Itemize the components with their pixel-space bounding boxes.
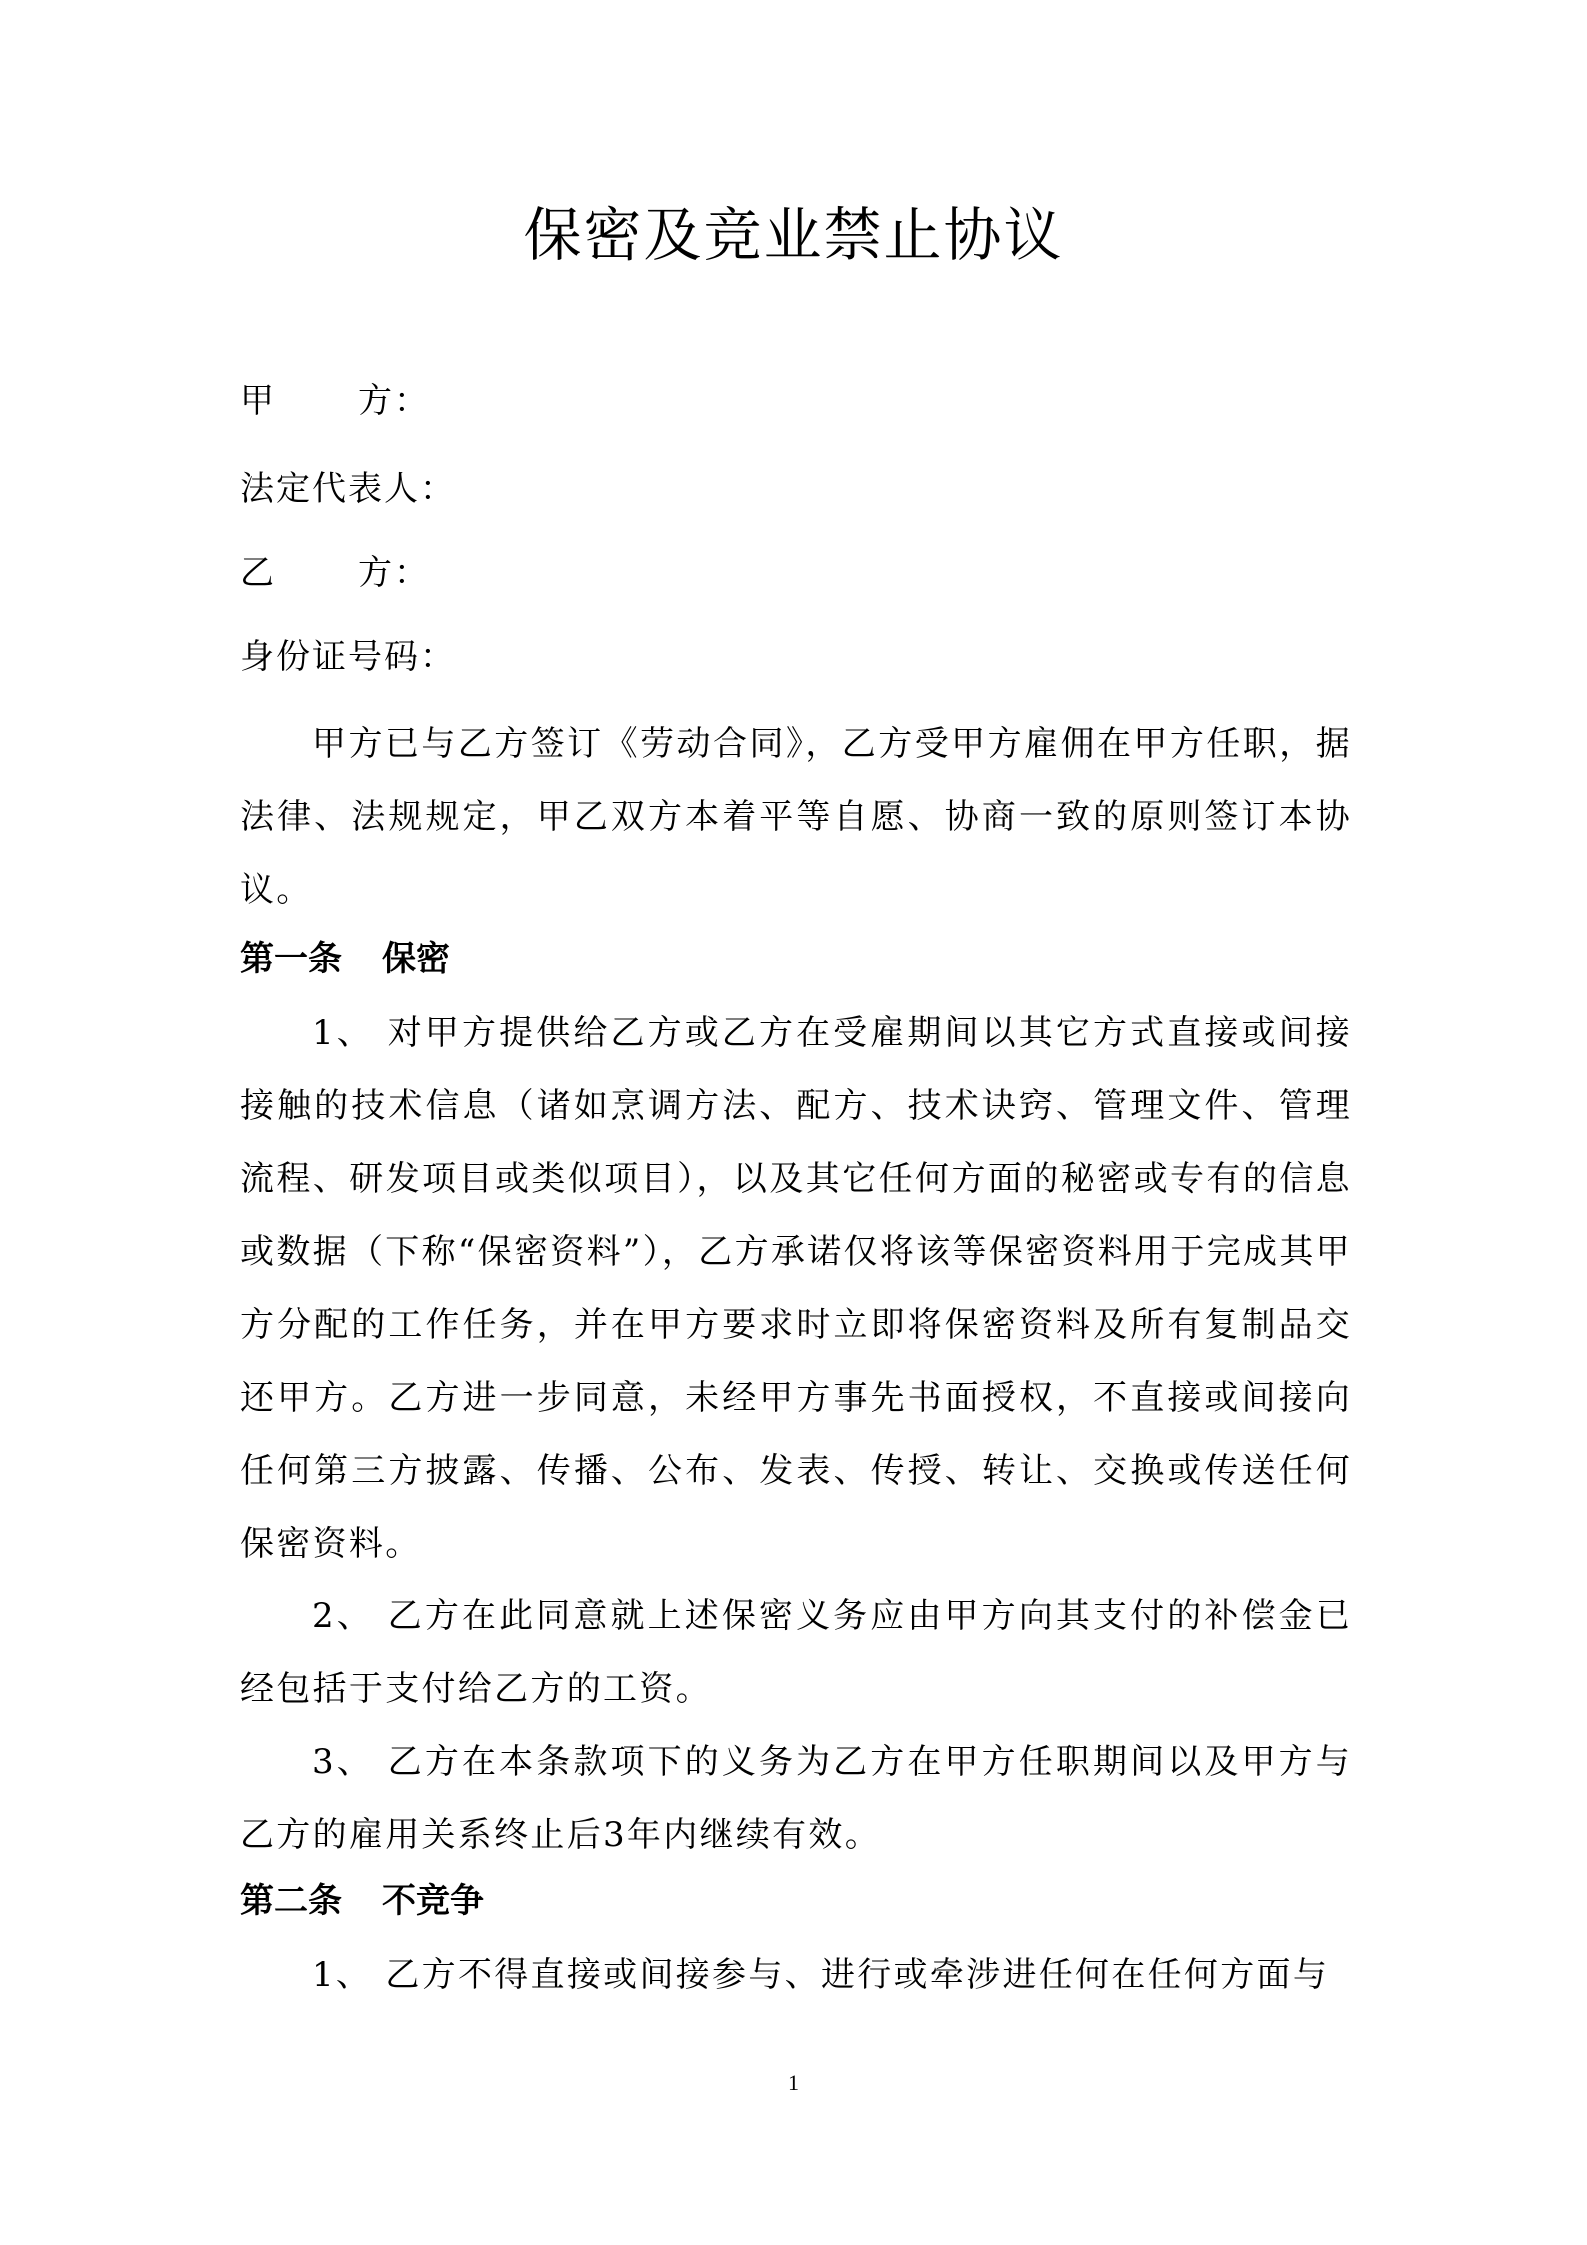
party-a-label: 甲 方：: [240, 381, 430, 421]
party-b-line: [240, 548, 430, 598]
article-1-number: 第一条: [240, 939, 342, 979]
legal-representative-line: [240, 464, 456, 514]
article-1-heading: [240, 934, 450, 984]
preamble-paragraph: 甲方已与乙方签订《劳动合同》，乙方受甲方雇佣在甲方任职，据法律、法规规定，甲乙双方本着平等自愿、协商一致的原则签订本协议。: [240, 724, 1352, 910]
article-2-name: 不竞争: [382, 1881, 484, 1921]
document-title: 保密及竞业禁止协议: [523, 201, 1064, 269]
article-1-name: 保密: [382, 939, 450, 979]
party-a-line: [240, 376, 430, 426]
article-2-number: 第二条: [240, 1881, 342, 1921]
id-number-line: [240, 632, 456, 682]
id-number-label: 身份证号码：: [240, 637, 456, 677]
article-1-clause-3: 3、 乙方在本条款项下的义务为乙方在甲方任职期间以及甲方与乙方的雇用关系终止后3年内继续有效。: [240, 1742, 1352, 1855]
party-b-label: 乙 方：: [240, 553, 430, 593]
article-2-heading: [240, 1876, 484, 1926]
page-number: 1: [788, 2070, 799, 2095]
legal-representative-label: 法定代表人：: [240, 469, 456, 509]
article-2-clause-1: 1、 乙方不得直接或间接参与、进行或牵涉进任何在任何方面与: [312, 1955, 1330, 1995]
article-1-clause-2: 2、 乙方在此同意就上述保密义务应由甲方向其支付的补偿金已经包括于支付给乙方的工资。: [240, 1596, 1352, 1709]
article-1-clause-1: 1、 对甲方提供给乙方或乙方在受雇期间以其它方式直接或间接接触的技术信息（诸如烹调方法、配方、技术诀窍、管理文件、管理流程、研发项目或类似项目），以及其它任何方面的秘密或专有的信息或数据（下称“保密资料”），乙方承诺仅将该等保密资料用于完成其甲方分配的工作任务，并在甲方要求时立即将保密资料及所有复制品交还甲方。乙方进一步同意，未经甲方事先书面授权，不直接或间接向任何第三方披露、传播、公布、发表、传授、转让、交换或传送任何保密资料。: [240, 1013, 1352, 1564]
